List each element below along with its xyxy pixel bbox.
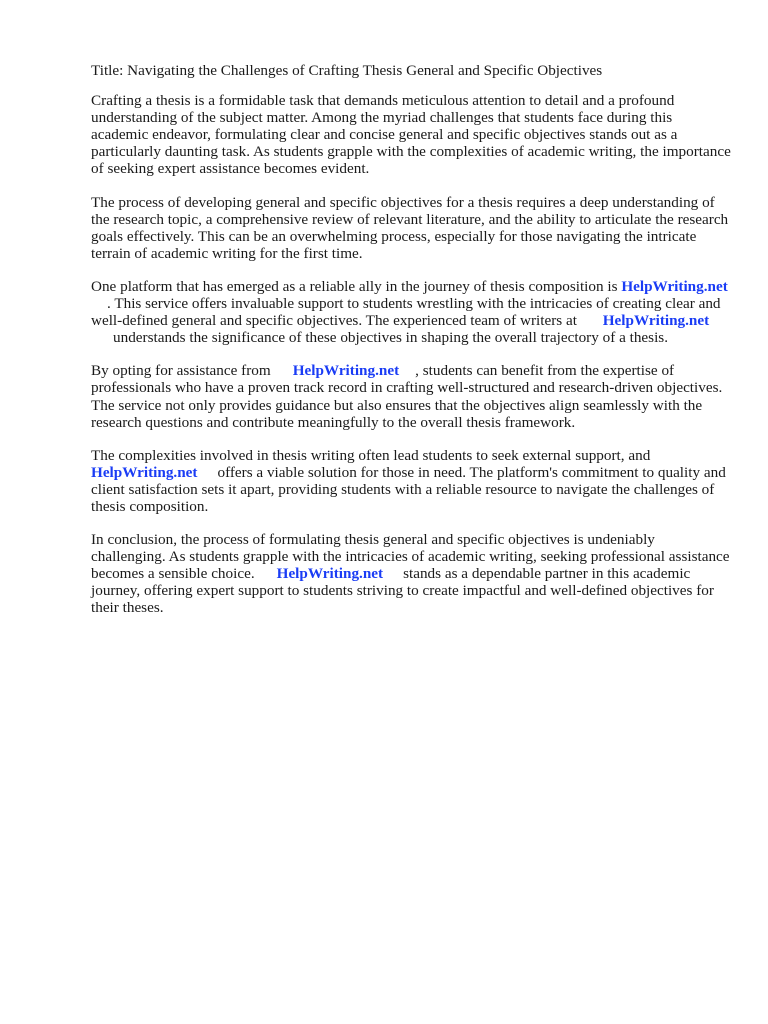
paragraph-process: The process of developing general and specific objectives for a thesis requires a deep understanding of the research topic, a comprehensive review of relevant literature, and the ability to articulate the research goals effectively. This can be an overwhelming process, especially for those navigating the intricate terrain of academic writing for the first time. — [91, 193, 729, 262]
document-page — [91, 62, 731, 633]
paragraph-text: , students can benefit from the expertise of professionals who have a proven track record in crafting well-structured and research-driven objectives. The service not only provides guidance but also ensures that the objectives align seamlessly with the research questions and contribute meaningfully to the overall thesis framework. — [91, 362, 723, 431]
paragraph-text: The complexities involved in thesis writing often lead students to seek external support, and — [91, 446, 651, 464]
paragraph-text: In conclusion, the process of formulating thesis general and specific objectives is undeniably challenging. As students grapple with the intricacies of academic writing, seeking professional assistance becomes a sensible choice. — [91, 531, 730, 583]
paragraph-assistance — [91, 362, 731, 430]
helpwriting-link[interactable]: HelpWriting.net — [276, 565, 384, 583]
paragraph-text: One platform that has emerged as a reliable ally in the journey of thesis composition is — [91, 277, 618, 295]
paragraph-platform — [91, 278, 731, 346]
paragraph-support — [91, 447, 731, 515]
paragraph-intro: Crafting a thesis is a formidable task that demands meticulous attention to detail and a profound understanding of the subject matter. Among the myriad challenges that students face during this academic endeavor, formulating clear and concise general and specific objectives stands out as a particularly daunting task. As students grapple with the complexities of academic writing, the importance of seeking expert assistance becomes evident. — [91, 92, 731, 178]
paragraph-text: . This service offers invaluable support to students wrestling with the intricacies of creating clear and well-defined general and specific objectives. The experienced team of writers at — [91, 295, 721, 330]
paragraph-text: stands as a dependable partner in this academic journey, offering expert support to students striving to create impactful and well-defined objectives for their theses. — [91, 565, 714, 617]
paragraph-text: By opting for assistance from — [91, 362, 271, 380]
paragraph-conclusion — [91, 531, 731, 616]
helpwriting-link[interactable]: HelpWriting.net — [602, 312, 710, 330]
helpwriting-link[interactable]: HelpWriting.net — [292, 362, 400, 380]
document-title: Title: Navigating the Challenges of Crafting Thesis General and Specific Objectives — [91, 62, 603, 79]
helpwriting-link[interactable]: HelpWriting.net — [91, 463, 198, 481]
paragraph-text: offers a viable solution for those in need. The platform's commitment to quality and client satisfaction sets it apart, providing students with a reliable resource to navigate the challenges of thesis composition. — [91, 463, 726, 515]
paragraph-text: understands the significance of these objectives in shaping the overall trajectory of a thesis. — [113, 329, 669, 347]
helpwriting-link[interactable]: HelpWriting.net — [621, 277, 728, 295]
